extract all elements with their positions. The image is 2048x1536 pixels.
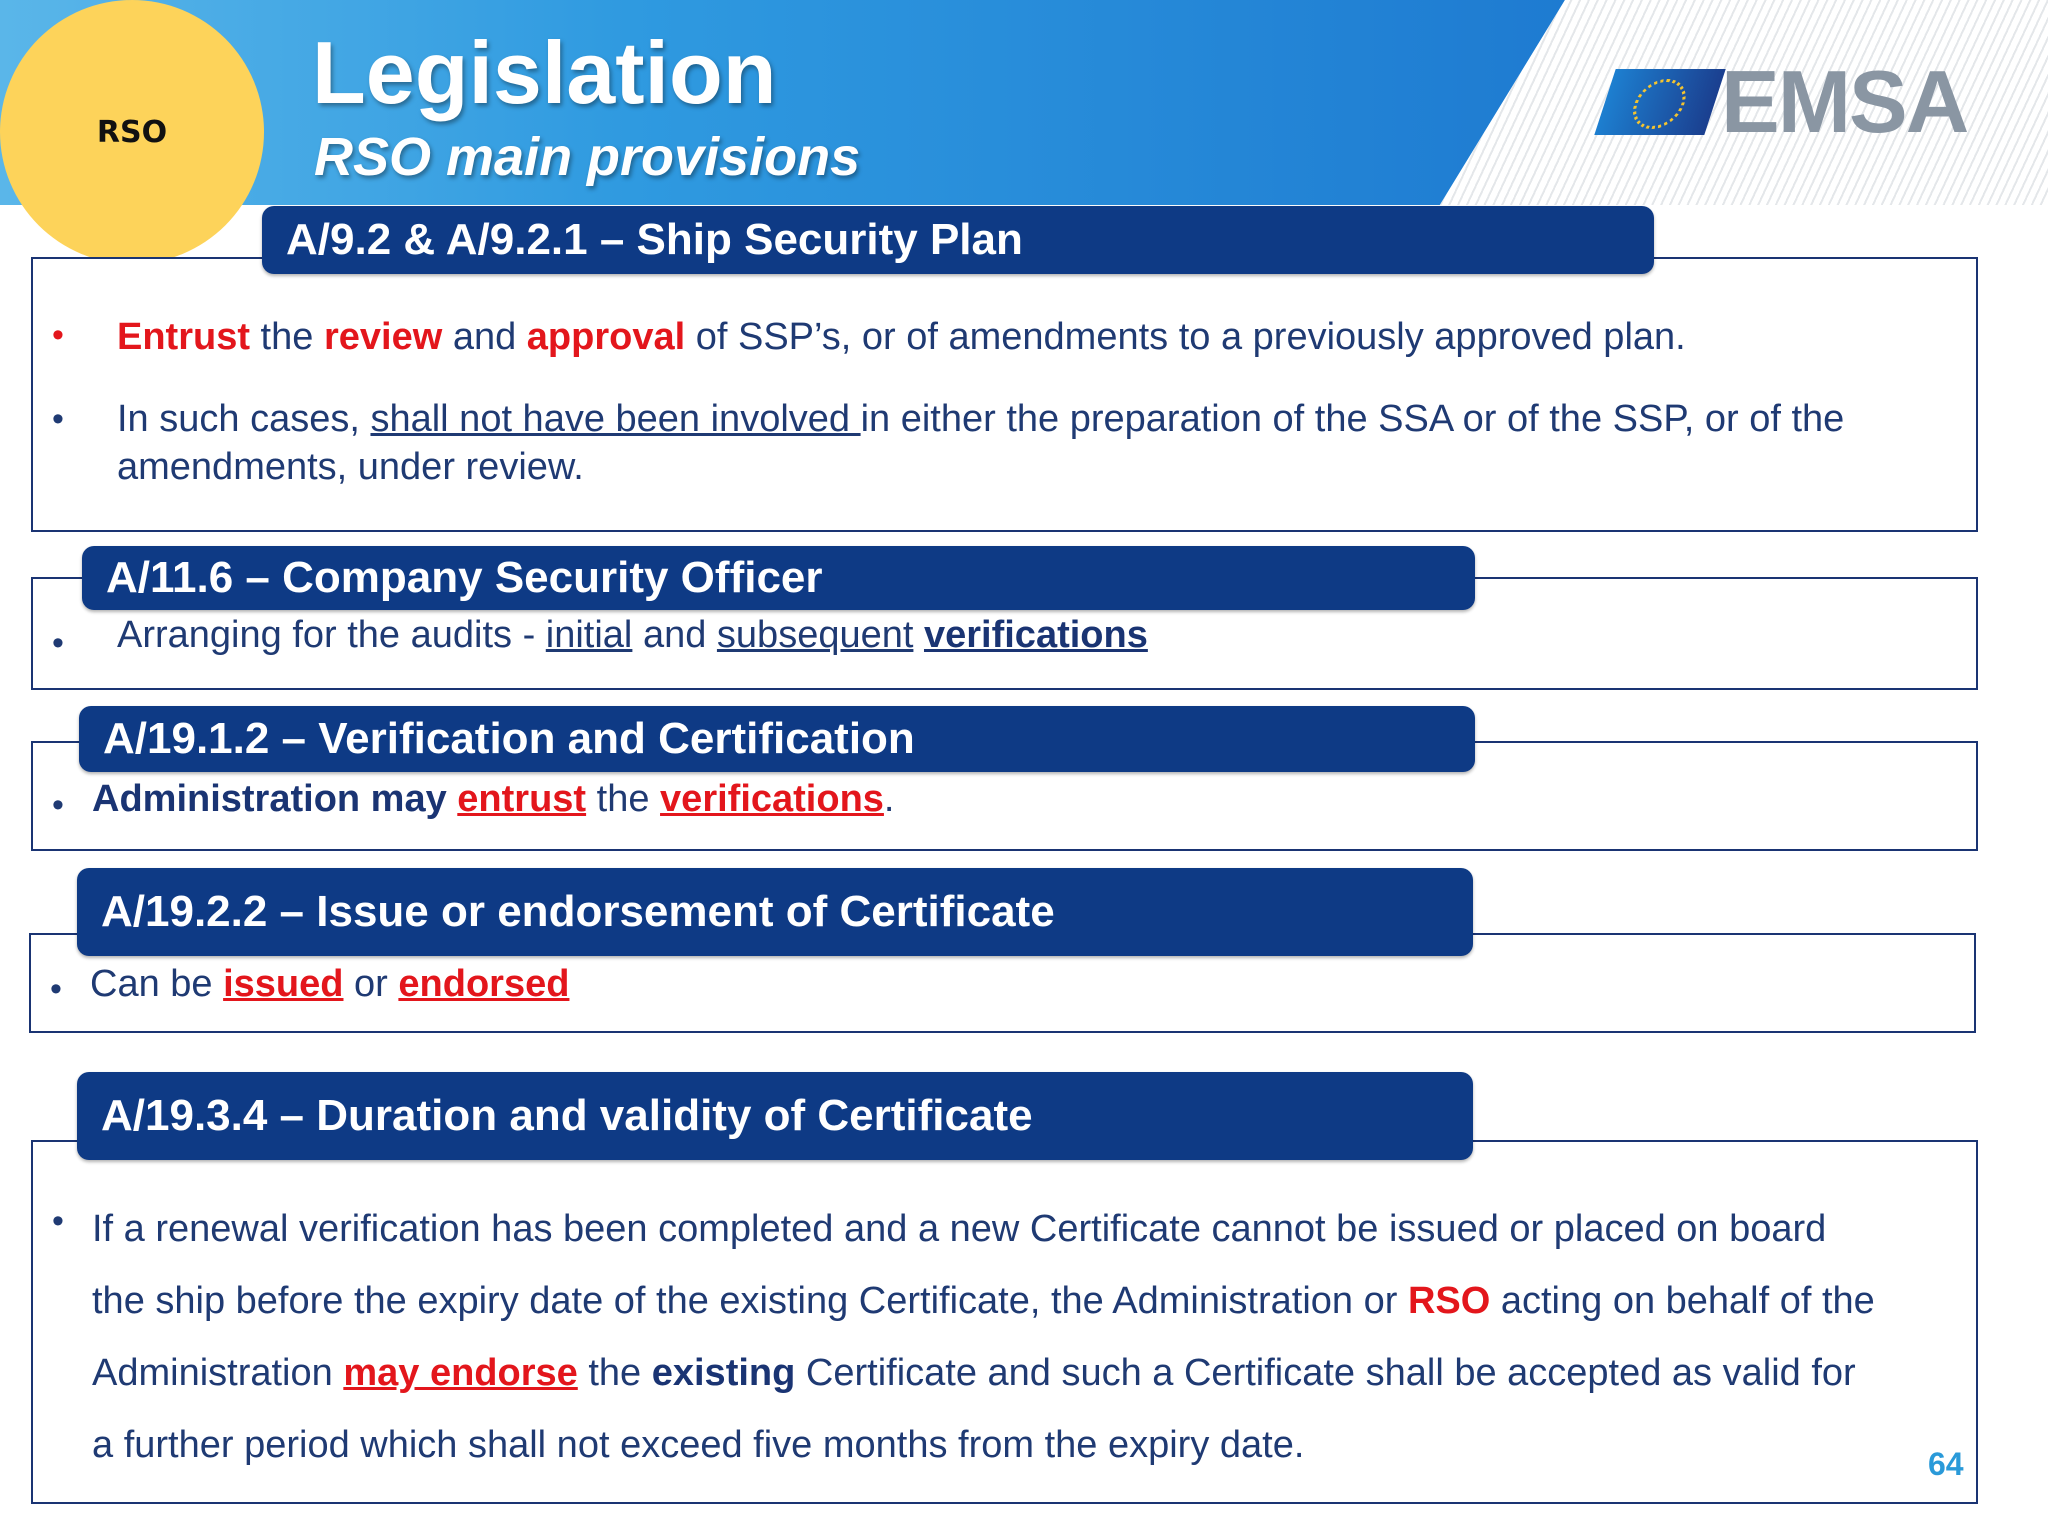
bullet-renewal-verification [92, 1193, 1972, 1481]
text: acting on behalf of the [1490, 1280, 1875, 1322]
text: If a renewal verification has been completed and a new Certificate cannot be issued or placed on board [92, 1208, 1827, 1250]
text-administration-may: Administration may [92, 778, 458, 820]
bullet-entrust-review [117, 314, 1957, 362]
text: the ship before the expiry date of the existing Certificate, the Administration or [92, 1280, 1408, 1322]
bullet-arranging-audits [117, 612, 1957, 660]
text: in either the preparation of the SSA or of the SSP, or of the [860, 398, 1845, 440]
text-verifications: verifications [923, 614, 1148, 656]
text: Arranging for the audits - [117, 614, 546, 656]
text-entrust: Entrust [117, 316, 250, 358]
bullet-marker: • [52, 786, 64, 824]
section-tab-duration-validity: A/19.3.4 – Duration and validity of Certificate [77, 1072, 1473, 1160]
text: Certificate and such a Certificate shall be accepted as valid for [795, 1352, 1856, 1394]
emsa-logo [1605, 52, 1968, 151]
text-verifications: verifications [660, 778, 884, 820]
text: a further period which shall not exceed five months from the expiry date. [92, 1424, 1305, 1466]
bullet-marker: • [52, 316, 64, 354]
text-shall-not-have-been-involved: shall not have been involved [370, 398, 861, 440]
text-may-endorse: may endorse [343, 1352, 578, 1394]
text-initial: initial [545, 614, 633, 656]
text: . [883, 778, 895, 820]
bullet-marker: • [52, 400, 64, 438]
section-tab-verification-certification: A/19.1.2 – Verification and Certification [79, 706, 1475, 772]
bullet-administration-may-entrust [92, 776, 1932, 824]
text: the [586, 778, 661, 820]
text-endorsed: endorsed [398, 963, 570, 1005]
bullet-marker: • [50, 970, 62, 1008]
section-tab-company-security-officer: A/11.6 – Company Security Officer [82, 546, 1475, 610]
text [913, 614, 924, 656]
text-approval: approval [526, 316, 686, 358]
text: Can be [90, 963, 224, 1005]
text: or [343, 963, 399, 1005]
page-number: 64 [1928, 1446, 1964, 1482]
page-title: Legislation [312, 23, 777, 122]
rso-badge [0, 0, 264, 264]
section-tab-ship-security-plan: A/9.2 & A/9.2.1 – Ship Security Plan [262, 206, 1654, 274]
rso-badge-label: RSO [96, 114, 168, 150]
page-subtitle: RSO main provisions [314, 127, 861, 187]
section-tab-issue-endorsement: A/19.2.2 – Issue or endorsement of Certificate [77, 868, 1473, 956]
text-existing: existing [651, 1352, 796, 1394]
text: amendments, under review. [117, 445, 584, 488]
text: the [577, 1352, 652, 1394]
text: and [442, 316, 527, 358]
text: In such cases, [117, 398, 371, 440]
logo-text: EMSA [1721, 52, 1968, 151]
text-entrust: entrust [457, 778, 587, 820]
eu-flag-icon [1594, 69, 1725, 135]
text: the [250, 316, 324, 358]
text-issued: issued [223, 963, 344, 1005]
bullet-can-be-issued [90, 961, 1930, 1009]
text-rso: RSO [1407, 1280, 1491, 1322]
text-review: review [323, 316, 443, 358]
bullet-marker: • [52, 1202, 64, 1240]
bullet-not-involved [117, 396, 1967, 491]
text: Administration [92, 1352, 344, 1394]
text-subsequent: subsequent [716, 614, 914, 656]
text: and [632, 614, 717, 656]
text: of SSP’s, or of amendments to a previously approved plan. [685, 316, 1686, 358]
bullet-marker: • [52, 624, 64, 662]
